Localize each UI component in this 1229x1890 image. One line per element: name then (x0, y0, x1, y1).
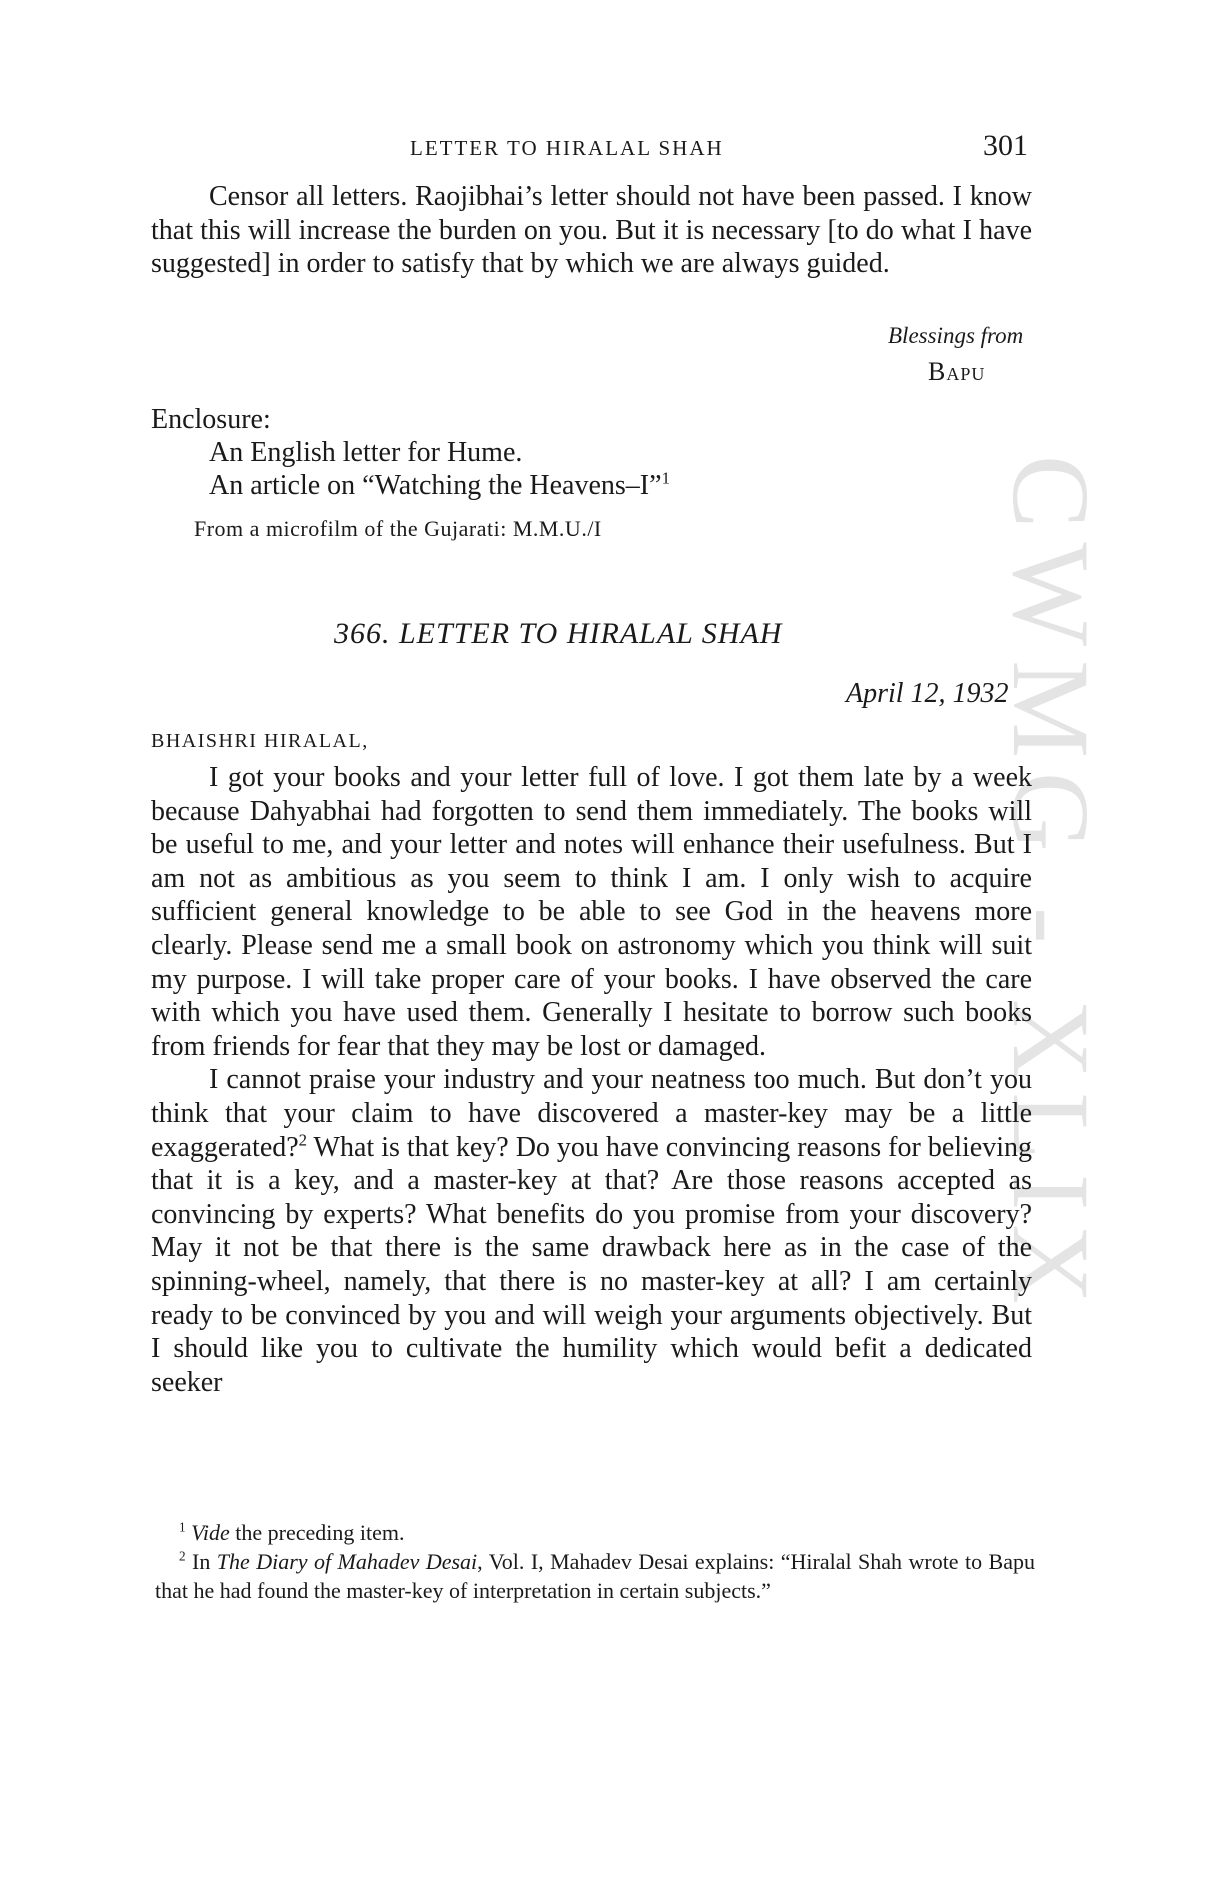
enclosure-item (209, 470, 670, 502)
letter-date: April 12, 1932 (846, 678, 1009, 709)
footnote-text: In (185, 1549, 217, 1574)
running-head: LETTER TO HIRALAL SHAH (410, 136, 724, 160)
footnote-text: , Vol. I, Mahadev Desai explains: “Hiralal Shah wrote to Bapu that he had found the master-key of interpretation in certain subjects.” (155, 1549, 1035, 1603)
body-paragraph: I got your books and your letter full of love. I got them late by a week because Dahyabhai had forgotten to send them immediately. The books will be useful to me, and your letter and notes will enhance their usefulness. But I am not as ambitious as you seem to think I am. I only wish to acquire sufficient general knowledge to be able to see God in the heavens more clearly. Please send me a small book on astronomy which you think will suit my purpose. I will take proper care of your books. I have observed the care with which you have used them. Generally I hesitate to borrow such books from friends for fear that they may be lost or damaged. (151, 762, 1032, 1062)
footnotes (155, 1518, 1035, 1605)
footnote-italic: The Diary of Mahadev Desai (216, 1549, 478, 1574)
footnote-ref: 1 (661, 468, 670, 488)
enclosure-item-text: An article on “Watching the Heavens–I” (209, 470, 662, 501)
source-note: From a microfilm of the Gujarati: M.M.U./I (194, 516, 602, 541)
page-number: 301 (983, 129, 1028, 162)
letter-title: 366. LETTER TO HIRALAL SHAH (334, 617, 783, 650)
footnote-ref: 2 (298, 1130, 308, 1150)
footnote-1 (155, 1518, 1035, 1547)
body-paragraph (151, 1063, 1032, 1399)
previous-letter-paragraph: Censor all letters. Raojibhai’s letter should not have been passed. I know that this will increase the burden on you. But it is necessary [to do what I have suggested] in order to satisfy that by which we are always guided. (151, 181, 1032, 280)
closing-line: Blessings from (888, 323, 1024, 348)
footnote-marker: 2 (179, 1548, 186, 1564)
enclosure-heading: Enclosure: (151, 404, 271, 435)
footnote-2 (155, 1547, 1035, 1605)
paragraph-text: I cannot praise your industry and your neatness too much. But don’t you think that your claim to have discovered a master-key may be a little exaggerated? (151, 1064, 1032, 1163)
footnote-marker: 1 (179, 1519, 186, 1535)
footnote-italic: Vide (191, 1520, 230, 1545)
paragraph-text: What is that key? Do you have convincing reasons for believing that it is a key, and a master-key at that? Are those reasons accepted as convincing by experts? What benefits do you promise from your discovery? May it not be that there is the same drawback here as in the case of the spinning-wheel, namely, that there is no master-key at all? I am certainly ready to be convinced by you and will weigh your arguments objectively. But I should like you to cultivate the humility which would befit a dedicated seeker (151, 1131, 1033, 1398)
enclosure-item: An English letter for Hume. (209, 437, 523, 468)
volume-watermark: CWMG - XLIX (990, 455, 1112, 1318)
signature: Bapu (928, 357, 986, 386)
footnote-text: the preceding item. (229, 1520, 405, 1545)
salutation: BHAISHRI HIRALAL, (151, 730, 369, 752)
previous-letter-body (151, 180, 1032, 281)
letter-body (151, 761, 1032, 1399)
